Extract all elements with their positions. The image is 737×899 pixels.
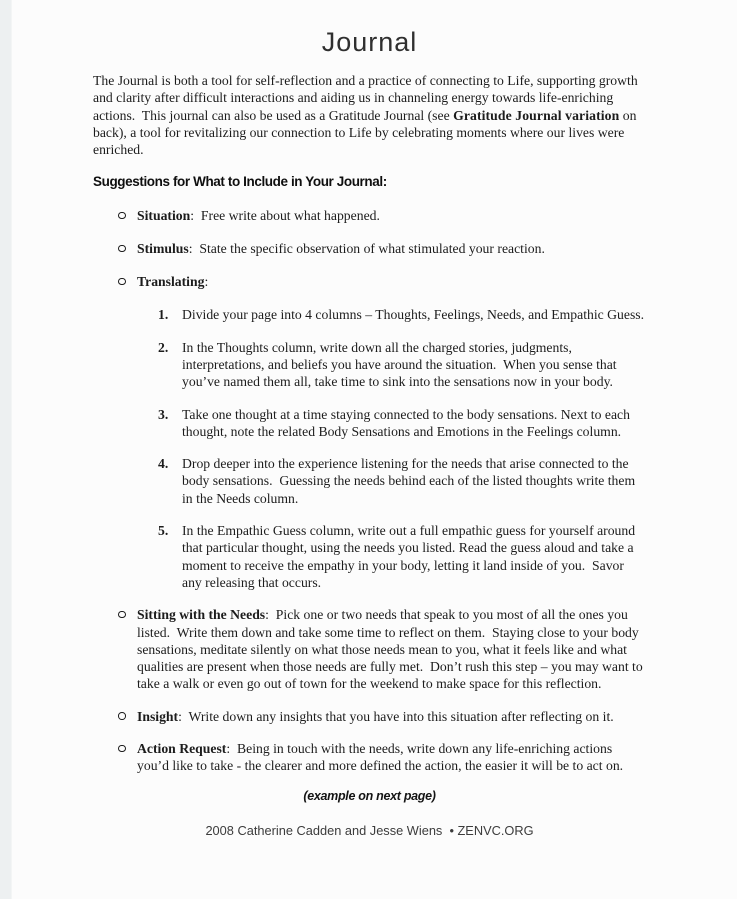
circle-bullet-icon [118,212,126,220]
step-item-3 [158,406,645,441]
intro-text-2: on back), a tool for revitalizing our connection to Life by celebrating moments where our lives were enriched. [93,107,640,158]
bullet-label: Action Request [137,741,227,757]
bullet-situation [93,207,646,224]
bullet-action-request [93,740,646,775]
step-text: Take one thought at a time staying connected to the body sensations. Next to each thought, note the related Body Sensations and Emotions in the Feelings column. [182,406,634,439]
step-item-1 [158,306,645,323]
bullet-label: Translating [137,274,205,290]
bullet-label: Situation [137,208,191,224]
circle-bullet-icon [118,712,126,720]
step-item-5 [158,522,645,591]
bullet-text: : State the specific observation of what stimulated your reaction. [188,241,545,257]
circle-bullet-icon [118,245,126,253]
step-text: Divide your page into 4 columns – Thoughts, Feelings, Needs, and Empathic Guess. [182,307,645,323]
step-number: 4. [158,456,169,472]
bullet-stimulus [93,240,646,257]
bullet-text: : Free write about what happened. [190,208,380,224]
step-item-2 [158,339,645,391]
page-content [93,0,646,838]
circle-bullet-icon [118,278,126,286]
bullet-translating [93,273,646,290]
circle-bullet-icon [118,745,126,753]
bullet-text: : [204,274,209,290]
suggestions-heading: Suggestions for What to Include in Your Journal: [93,174,387,190]
footer-credit: 2008 Catherine Cadden and Jesse Wiens • ZENVC.ORG [205,822,534,838]
intro-bold-phrase: Gratitude Journal variation [453,107,620,123]
intro-paragraph [93,72,646,158]
bullet-text: : Pick one or two needs that speak to you most of all the ones you listed. Write them down and take some time to reflect on them. Staying close to your body sensations, meditate silently on what those needs mean to you, what it feels like and what qualities are present when those needs are fully met. Don’t rush this step – you may want to take a walk or even go out of town for the weekend to make space for this reflection. [137,607,647,692]
scan-edge-strip [0,0,12,899]
bullet-label: Stimulus [137,241,189,257]
step-text: In the Thoughts column, write down all the charged stories, judgments, interpretations, and beliefs you have around the situation. When you sense that you’ve named them all, take time to sink into the sensations now in your body. [182,339,621,390]
bullet-insight [93,708,646,725]
translating-steps-list [158,306,646,591]
bullet-label: Insight [137,708,179,724]
step-number: 2. [158,339,169,355]
step-number: 5. [158,523,169,539]
suggestion-bullet-list-bottom [93,606,646,774]
page-title: Journal [321,27,418,57]
step-number: 1. [158,307,169,323]
suggestion-bullet-list-top [93,207,646,290]
step-text: Drop deeper into the experience listening for the needs that arise connected to the body sensations. Guessing the needs behind each of the listed thoughts write them in the Needs column. [182,456,639,506]
circle-bullet-icon [118,611,126,619]
example-note: (example on next page) [303,788,436,803]
bullet-text: : Being in touch with the needs, write down any life-enriching actions you’d like to take - the clearer and more defined the action, the easier it will be to act on. [137,741,624,774]
step-item-4 [158,455,645,507]
step-text: In the Empathic Guess column, write out a full empathic guess for yourself around that particular thought, using the needs you listed. Read the guess aloud and take a moment to receive the empathy in your body, letting it land inside of you. Savor any releasing that occurs. [182,523,639,590]
bullet-label: Sitting with the Needs [137,607,266,623]
step-number: 3. [158,406,169,422]
intro-text-1: The Journal is both a tool for self-reflection and a practice of connecting to Life, supporting growth and clarity after difficult interactions and aiding us in channeling energy towards life-enriching actions. This journal can also be used as a Gratitude Journal (see [93,73,642,123]
bullet-text: : Write down any insights that you have into this situation after reflecting on it. [178,708,614,724]
bullet-sitting-with-the-needs [93,606,646,692]
